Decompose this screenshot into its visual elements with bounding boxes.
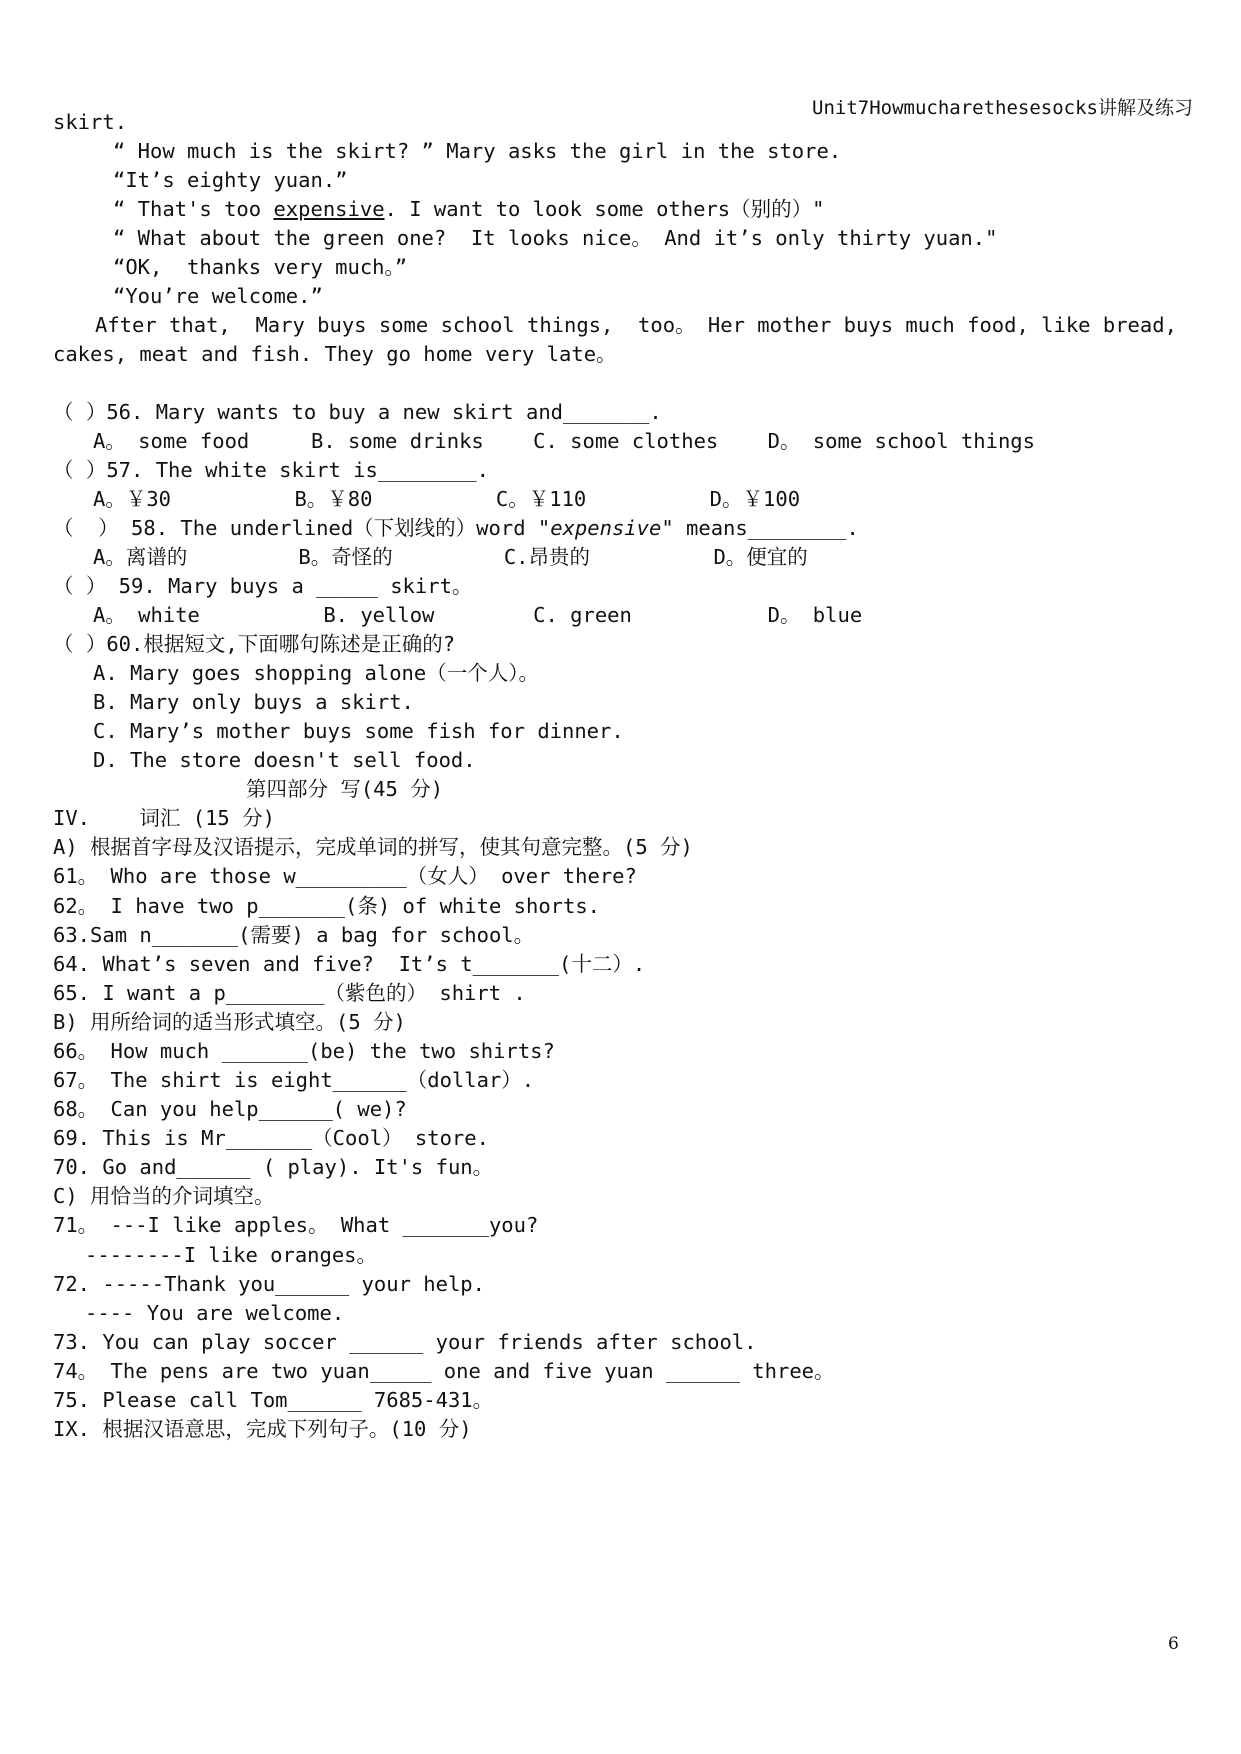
- passage-line-underlined: [113, 199, 824, 220]
- passage-line: After that, Mary buys some school things, too。 Her mother buys much food, like bread,: [95, 313, 1177, 337]
- question-text: " means________.: [661, 516, 859, 540]
- option-60-a: A. Mary goes shopping alone（一个人）。: [93, 661, 539, 685]
- section-instruction: A) 根据首字母及汉语提示，完成单词的拼写，使其句意完整。(5 分): [53, 835, 693, 859]
- question-66: 66。 How much _______(be) the two shirts?: [53, 1039, 555, 1063]
- page-header: Unit7Howmucharethesesocks讲解及练习: [812, 97, 1193, 119]
- section-instruction: B) 用所给词的适当形式填空。(5 分): [53, 1010, 406, 1034]
- italic-word: expensive: [550, 516, 662, 540]
- question-75: 75. Please call Tom______ 7685-431。: [53, 1388, 494, 1412]
- option-60-d: D. The store doesn't sell food.: [93, 748, 476, 772]
- question-71: 71。 ---I like apples。 What _______you?: [53, 1213, 539, 1237]
- question-71-reply: --------I like oranges。: [85, 1243, 378, 1267]
- question-70: 70. Go and______ ( play). It's fun。: [53, 1155, 494, 1179]
- options-58: A。离谱的 B。奇怪的 C.昂贵的 D。便宜的: [93, 545, 808, 569]
- question-65: 65. I want a p________（紫色的） shirt .: [53, 981, 526, 1005]
- passage-line: “ What about the green one? It looks nice。 And it’s only thirty yuan.": [113, 226, 998, 250]
- question-61: 61。 Who are those w_________（女人） over there?: [53, 864, 637, 888]
- question-72: 72. -----Thank you______ your help.: [53, 1272, 485, 1296]
- question-67: 67。 The shirt is eight______（dollar）.: [53, 1068, 535, 1092]
- option-60-b: B. Mary only buys a skirt.: [93, 690, 414, 714]
- passage-text: . I want to look some others（别的）": [384, 197, 825, 221]
- question-56: （ ）56. Mary wants to buy a new skirt and_______.: [53, 400, 662, 424]
- underlined-word: expensive: [273, 197, 385, 221]
- question-63: 63.Sam n_______(需要) a bag for school。: [53, 923, 535, 947]
- question-72-reply: ---- You are welcome.: [85, 1301, 345, 1325]
- question-69: 69. This is Mr_______（Cool） store.: [53, 1126, 489, 1150]
- passage-line: “It’s eighty yuan.”: [113, 168, 348, 192]
- option-60-c: C. Mary’s mother buys some fish for dinner.: [93, 719, 624, 743]
- passage-line: skirt.: [53, 110, 128, 134]
- question-64: 64. What’s seven and five? It’s t_______(十二）.: [53, 952, 646, 976]
- passage-line: cakes, meat and fish. They go home very late。: [53, 342, 617, 366]
- passage-line: “You’re welcome.”: [113, 284, 323, 308]
- question-text: （ ） 58. The underlined（下划线的）word ": [53, 516, 551, 540]
- question-60: （ ）60.根据短文,下面哪句陈述是正确的?: [53, 632, 456, 656]
- question-68: 68。 Can you help______( we)?: [53, 1097, 407, 1121]
- options-59: A。 white B. yellow C. green D。 blue: [93, 603, 863, 627]
- question-58: [53, 518, 859, 539]
- section-heading: IV. 词汇 (15 分): [53, 806, 275, 830]
- options-57: A。￥30 B。￥80 C。￥110 D。￥100: [93, 487, 801, 511]
- section-heading: IX. 根据汉语意思，完成下列句子。(10 分): [53, 1417, 472, 1441]
- question-57: （ ）57. The white skirt is________.: [53, 458, 489, 482]
- passage-line: “OK, thanks very much。”: [113, 255, 408, 279]
- question-74: 74。 The pens are two yuan_____ one and five yuan ______ three。: [53, 1359, 835, 1383]
- question-62: 62。 I have two p_______(条) of white shorts.: [53, 894, 601, 918]
- question-73: 73. You can play soccer ______ your friends after school.: [53, 1330, 757, 1354]
- options-56: A。 some food B. some drinks C. some clothes D。 some school things: [93, 429, 1035, 453]
- passage-line: “ How much is the skirt? ” Mary asks the girl in the store.: [113, 139, 842, 163]
- question-59: （ ） 59. Mary buys a _____ skirt。: [53, 574, 473, 598]
- page-number: 6: [1168, 1634, 1179, 1654]
- section-instruction: C) 用恰当的介词填空。: [53, 1184, 275, 1208]
- part-title: 第四部分 写(45 分): [246, 777, 444, 801]
- passage-text: “ That's too: [113, 197, 274, 221]
